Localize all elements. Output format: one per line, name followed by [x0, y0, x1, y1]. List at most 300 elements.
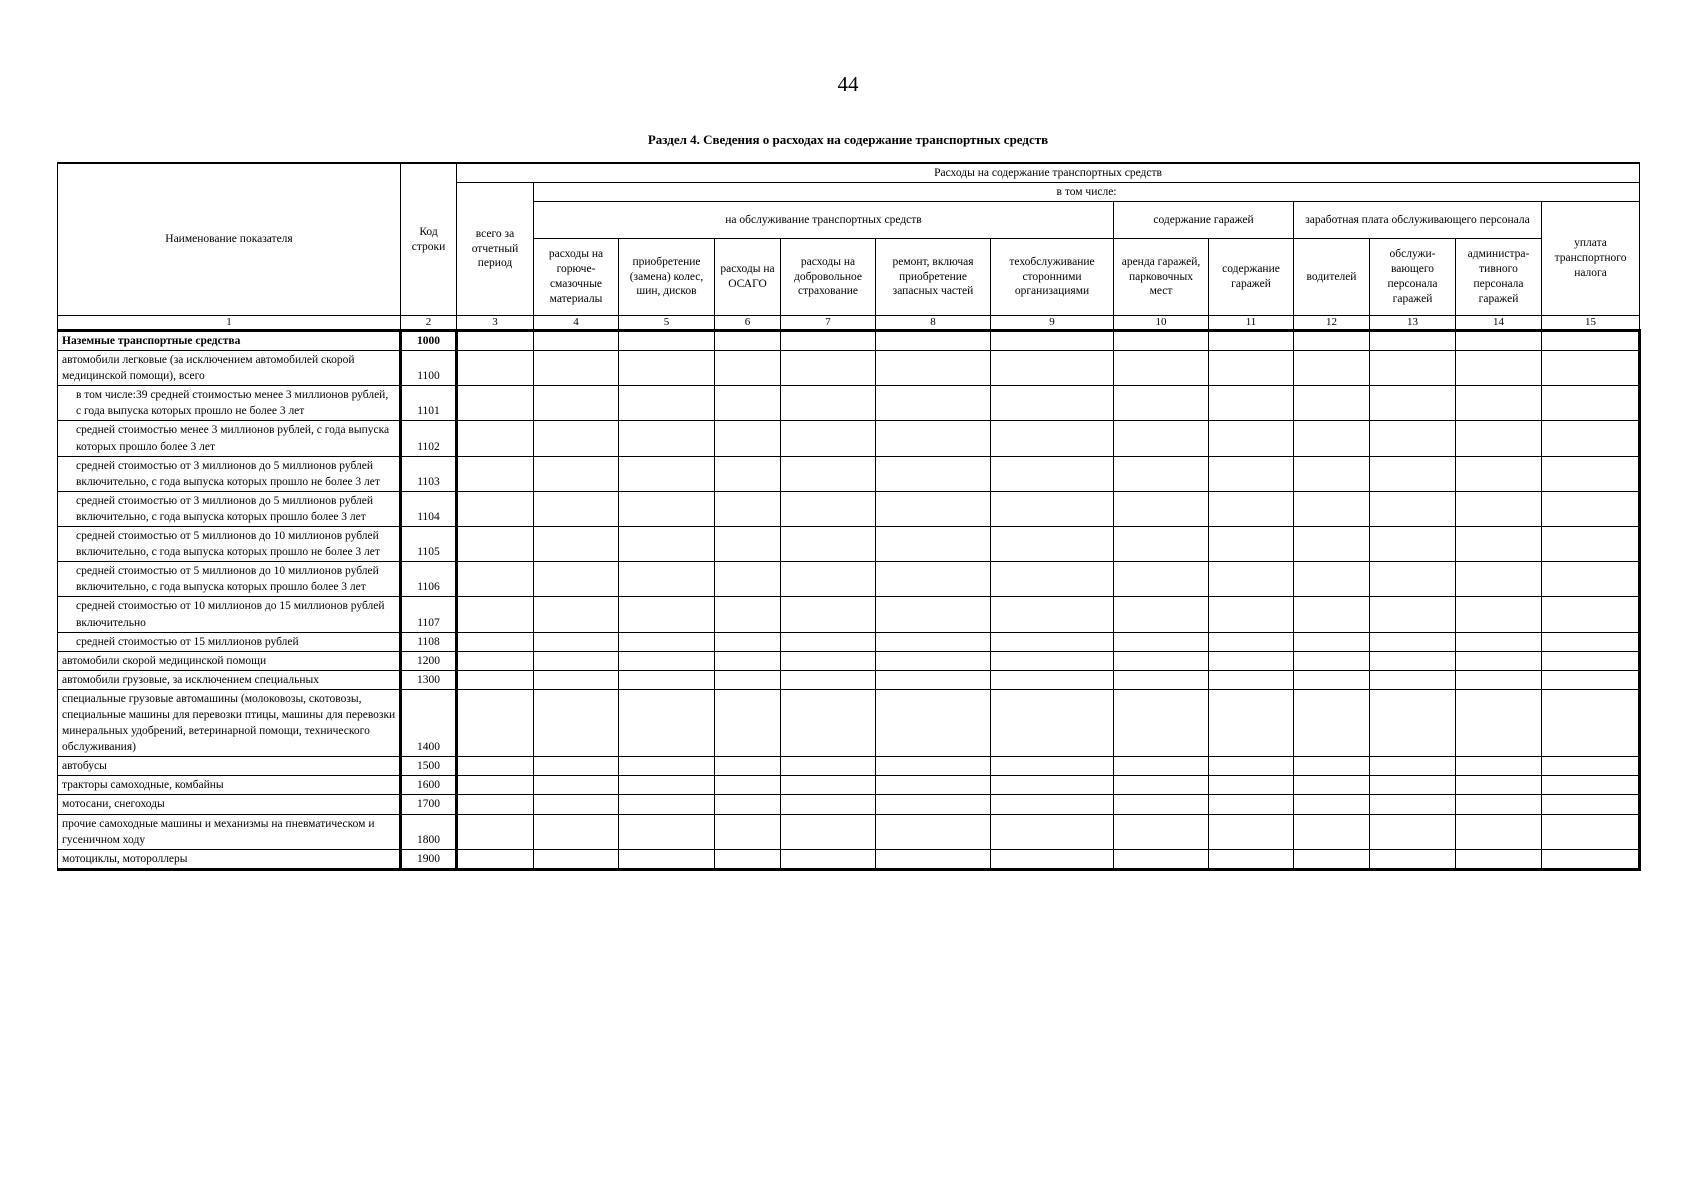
value-cell[interactable]: [534, 421, 619, 456]
value-cell[interactable]: [715, 456, 781, 491]
value-cell[interactable]: [715, 527, 781, 562]
value-cell[interactable]: [1542, 814, 1640, 849]
header-garage-group: содержание гаражей: [1114, 202, 1294, 239]
header-maintenance-group: на обслуживание транспортных средств: [534, 202, 1114, 239]
row-name: автомобили легковые (за исключением автомобилей скорой медицинской помощи), всего: [58, 351, 401, 386]
value-cell[interactable]: [1209, 421, 1294, 456]
value-cell[interactable]: [457, 491, 534, 526]
table-row: [58, 632, 1640, 651]
value-cell[interactable]: [781, 491, 876, 526]
value-cell[interactable]: [1456, 670, 1542, 689]
value-cell[interactable]: [1542, 597, 1640, 632]
value-cell[interactable]: [457, 849, 534, 869]
value-cell[interactable]: [1370, 757, 1456, 776]
row-code: 1103: [401, 456, 457, 491]
value-cell[interactable]: [457, 597, 534, 632]
value-cell[interactable]: [876, 331, 991, 351]
value-cell[interactable]: [1456, 351, 1542, 386]
value-cell[interactable]: [1370, 421, 1456, 456]
value-cell[interactable]: [1456, 632, 1542, 651]
header-garage-upkeep: содержание гаражей: [1209, 239, 1294, 316]
header-garage-admin: администра-тивного персонала гаражей: [1456, 239, 1542, 316]
value-cell[interactable]: [1370, 795, 1456, 814]
value-cell[interactable]: [457, 527, 534, 562]
value-cell[interactable]: [1370, 351, 1456, 386]
column-numbers-row: [58, 316, 1640, 331]
value-cell[interactable]: [1294, 597, 1370, 632]
value-cell[interactable]: [1209, 849, 1294, 869]
value-cell[interactable]: [1209, 689, 1294, 756]
value-cell[interactable]: [1456, 527, 1542, 562]
value-cell[interactable]: [1209, 757, 1294, 776]
value-cell[interactable]: [534, 491, 619, 526]
value-cell[interactable]: [781, 651, 876, 670]
value-cell[interactable]: [876, 670, 991, 689]
value-cell[interactable]: [991, 491, 1114, 526]
header-fuel: расходы на горюче-смазочные материалы: [534, 239, 619, 316]
header-total: всего за отчетный период: [457, 183, 534, 316]
value-cell[interactable]: [1294, 421, 1370, 456]
row-name: средней стоимостью менее 3 миллионов рублей, с года выпуска которых прошло более 3 лет: [58, 421, 401, 456]
column-number: 7: [781, 316, 876, 331]
table-row: [58, 456, 1640, 491]
row-name: прочие самоходные машины и механизмы на пневматическом и гусеничном ходу: [58, 814, 401, 849]
value-cell[interactable]: [1456, 597, 1542, 632]
value-cell[interactable]: [1294, 814, 1370, 849]
value-cell[interactable]: [1114, 491, 1209, 526]
row-name: специальные грузовые автомашины (молоковозы, скотовозы, специальные машины для перевозки птицы, машины для перевозки минеральных удобрений, ветеринарной помощи, технического обслуживания): [58, 689, 401, 756]
value-cell[interactable]: [1542, 331, 1640, 351]
value-cell[interactable]: [619, 689, 715, 756]
value-cell[interactable]: [534, 757, 619, 776]
value-cell[interactable]: [1114, 670, 1209, 689]
value-cell[interactable]: [619, 849, 715, 869]
value-cell[interactable]: [534, 456, 619, 491]
value-cell[interactable]: [781, 597, 876, 632]
value-cell[interactable]: [781, 562, 876, 597]
value-cell[interactable]: [1294, 849, 1370, 869]
value-cell[interactable]: [991, 651, 1114, 670]
row-name: в том числе:39 средней стоимостью менее 3 миллионов рублей, с года выпуска которых прошло не более 3 лет: [58, 386, 401, 421]
value-cell[interactable]: [991, 776, 1114, 795]
value-cell[interactable]: [715, 814, 781, 849]
value-cell[interactable]: [1114, 421, 1209, 456]
value-cell[interactable]: [457, 689, 534, 756]
row-code: 1102: [401, 421, 457, 456]
value-cell[interactable]: [1370, 562, 1456, 597]
column-number: 1: [58, 316, 401, 331]
value-cell[interactable]: [991, 849, 1114, 869]
value-cell[interactable]: [991, 757, 1114, 776]
header-osago: расходы на ОСАГО: [715, 239, 781, 316]
value-cell[interactable]: [457, 351, 534, 386]
value-cell[interactable]: [1456, 386, 1542, 421]
value-cell[interactable]: [457, 386, 534, 421]
value-cell[interactable]: [1294, 331, 1370, 351]
value-cell[interactable]: [1456, 651, 1542, 670]
value-cell[interactable]: [1209, 795, 1294, 814]
value-cell[interactable]: [1294, 351, 1370, 386]
value-cell[interactable]: [1456, 491, 1542, 526]
value-cell[interactable]: [1542, 795, 1640, 814]
header-garage-rent: аренда гаражей, парковочных мест: [1114, 239, 1209, 316]
column-number: 11: [1209, 316, 1294, 331]
value-cell[interactable]: [619, 491, 715, 526]
value-cell[interactable]: [619, 421, 715, 456]
value-cell[interactable]: [1370, 689, 1456, 756]
value-cell[interactable]: [715, 331, 781, 351]
row-code: 1108: [401, 632, 457, 651]
value-cell[interactable]: [781, 331, 876, 351]
row-code: 1300: [401, 670, 457, 689]
value-cell[interactable]: [876, 651, 991, 670]
value-cell[interactable]: [876, 491, 991, 526]
value-cell[interactable]: [991, 689, 1114, 756]
value-cell[interactable]: [1209, 632, 1294, 651]
value-cell[interactable]: [457, 757, 534, 776]
value-cell[interactable]: [1114, 386, 1209, 421]
column-number: 12: [1294, 316, 1370, 331]
value-cell[interactable]: [781, 776, 876, 795]
value-cell[interactable]: [1370, 386, 1456, 421]
value-cell[interactable]: [876, 689, 991, 756]
value-cell[interactable]: [1456, 421, 1542, 456]
row-name: Наземные транспортные средства: [58, 331, 401, 351]
header-salary-group: заработная плата обслуживающего персонала: [1294, 202, 1542, 239]
value-cell[interactable]: [781, 632, 876, 651]
value-cell[interactable]: [619, 757, 715, 776]
value-cell[interactable]: [457, 331, 534, 351]
value-cell[interactable]: [991, 527, 1114, 562]
value-cell[interactable]: [534, 776, 619, 795]
table-row: [58, 331, 1640, 351]
row-code: 1200: [401, 651, 457, 670]
value-cell[interactable]: [991, 331, 1114, 351]
value-cell[interactable]: [534, 562, 619, 597]
table-row: [58, 814, 1640, 849]
value-cell[interactable]: [876, 351, 991, 386]
value-cell[interactable]: [1114, 776, 1209, 795]
value-cell[interactable]: [1370, 776, 1456, 795]
value-cell[interactable]: [1542, 632, 1640, 651]
table-row: [58, 689, 1640, 756]
value-cell[interactable]: [1209, 456, 1294, 491]
value-cell[interactable]: [1209, 386, 1294, 421]
value-cell[interactable]: [715, 421, 781, 456]
value-cell[interactable]: [1209, 814, 1294, 849]
value-cell[interactable]: [1209, 491, 1294, 526]
value-cell[interactable]: [1370, 527, 1456, 562]
column-number: 3: [457, 316, 534, 331]
value-cell[interactable]: [1114, 456, 1209, 491]
value-cell[interactable]: [619, 795, 715, 814]
value-cell[interactable]: [991, 795, 1114, 814]
value-cell[interactable]: [1542, 527, 1640, 562]
value-cell[interactable]: [619, 651, 715, 670]
value-cell[interactable]: [715, 491, 781, 526]
value-cell[interactable]: [1209, 597, 1294, 632]
value-cell[interactable]: [1456, 776, 1542, 795]
value-cell[interactable]: [1370, 814, 1456, 849]
value-cell[interactable]: [1209, 331, 1294, 351]
value-cell[interactable]: [715, 351, 781, 386]
value-cell[interactable]: [1456, 331, 1542, 351]
column-number: 4: [534, 316, 619, 331]
value-cell[interactable]: [876, 562, 991, 597]
row-code: 1107: [401, 597, 457, 632]
value-cell[interactable]: [1209, 351, 1294, 386]
value-cell[interactable]: [1114, 527, 1209, 562]
value-cell[interactable]: [1370, 597, 1456, 632]
value-cell[interactable]: [991, 632, 1114, 651]
row-code: 1000: [401, 331, 457, 351]
value-cell[interactable]: [534, 527, 619, 562]
table-row: [58, 562, 1640, 597]
value-cell[interactable]: [991, 597, 1114, 632]
value-cell[interactable]: [991, 670, 1114, 689]
value-cell[interactable]: [457, 562, 534, 597]
value-cell[interactable]: [1370, 331, 1456, 351]
row-code: 1100: [401, 351, 457, 386]
row-name: средней стоимостью от 3 миллионов до 5 миллионов рублей включительно, с года выпуска которых прошло более 3 лет: [58, 491, 401, 526]
value-cell[interactable]: [1114, 814, 1209, 849]
value-cell[interactable]: [1542, 776, 1640, 795]
value-cell[interactable]: [457, 632, 534, 651]
value-cell[interactable]: [1370, 491, 1456, 526]
value-cell[interactable]: [781, 456, 876, 491]
value-cell[interactable]: [534, 795, 619, 814]
value-cell[interactable]: [1294, 757, 1370, 776]
value-cell[interactable]: [1294, 632, 1370, 651]
value-cell[interactable]: [876, 456, 991, 491]
value-cell[interactable]: [619, 776, 715, 795]
value-cell[interactable]: [1114, 597, 1209, 632]
value-cell[interactable]: [1114, 849, 1209, 869]
value-cell[interactable]: [876, 776, 991, 795]
value-cell[interactable]: [457, 670, 534, 689]
value-cell[interactable]: [715, 757, 781, 776]
value-cell[interactable]: [1542, 421, 1640, 456]
value-cell[interactable]: [1542, 689, 1640, 756]
row-name: тракторы самоходные, комбайны: [58, 776, 401, 795]
value-cell[interactable]: [1209, 562, 1294, 597]
value-cell[interactable]: [534, 331, 619, 351]
value-cell[interactable]: [876, 849, 991, 869]
row-name: автомобили грузовые, за исключением специальных: [58, 670, 401, 689]
row-code: 1800: [401, 814, 457, 849]
table-row: [58, 527, 1640, 562]
value-cell[interactable]: [1114, 562, 1209, 597]
value-cell[interactable]: [619, 386, 715, 421]
value-cell[interactable]: [715, 795, 781, 814]
value-cell[interactable]: [991, 386, 1114, 421]
value-cell[interactable]: [991, 814, 1114, 849]
value-cell[interactable]: [1542, 351, 1640, 386]
value-cell[interactable]: [1294, 795, 1370, 814]
value-cell[interactable]: [619, 351, 715, 386]
value-cell[interactable]: [457, 456, 534, 491]
value-cell[interactable]: [1456, 562, 1542, 597]
value-cell[interactable]: [876, 421, 991, 456]
header-transport-tax: уплата транспортного налога: [1542, 202, 1640, 316]
table-row: [58, 757, 1640, 776]
value-cell[interactable]: [457, 776, 534, 795]
header-wheels: приобретение (замена) колес, шин, дисков: [619, 239, 715, 316]
value-cell[interactable]: [876, 527, 991, 562]
value-cell[interactable]: [619, 597, 715, 632]
value-cell[interactable]: [715, 689, 781, 756]
value-cell[interactable]: [715, 776, 781, 795]
value-cell[interactable]: [534, 670, 619, 689]
header-row-code: Код строки: [401, 163, 457, 316]
row-code: 1104: [401, 491, 457, 526]
value-cell[interactable]: [619, 562, 715, 597]
value-cell[interactable]: [1294, 670, 1370, 689]
value-cell[interactable]: [1209, 670, 1294, 689]
value-cell[interactable]: [1209, 776, 1294, 795]
header-indicator-name: Наименование показателя: [58, 163, 401, 316]
value-cell[interactable]: [1294, 456, 1370, 491]
value-cell[interactable]: [457, 795, 534, 814]
value-cell[interactable]: [534, 651, 619, 670]
row-name: мотосани, снегоходы: [58, 795, 401, 814]
column-number: 5: [619, 316, 715, 331]
value-cell[interactable]: [1114, 757, 1209, 776]
table-row: [58, 849, 1640, 869]
value-cell[interactable]: [534, 849, 619, 869]
value-cell[interactable]: [1294, 689, 1370, 756]
value-cell[interactable]: [991, 562, 1114, 597]
row-name: средней стоимостью от 5 миллионов до 10 миллионов рублей включительно, с года выпуска которых прошло не более 3 лет: [58, 527, 401, 562]
value-cell[interactable]: [1456, 456, 1542, 491]
value-cell[interactable]: [1114, 689, 1209, 756]
value-cell[interactable]: [991, 351, 1114, 386]
value-cell[interactable]: [781, 386, 876, 421]
row-name: средней стоимостью от 5 миллионов до 10 миллионов рублей включительно, с года выпуска которых прошло более 3 лет: [58, 562, 401, 597]
value-cell[interactable]: [715, 670, 781, 689]
row-code: 1500: [401, 757, 457, 776]
value-cell[interactable]: [457, 651, 534, 670]
value-cell[interactable]: [876, 795, 991, 814]
table-row: [58, 776, 1640, 795]
value-cell[interactable]: [1542, 491, 1640, 526]
value-cell[interactable]: [534, 689, 619, 756]
value-cell[interactable]: [781, 814, 876, 849]
value-cell[interactable]: [781, 795, 876, 814]
section-title: Раздел 4. Сведения о расходах на содержание транспортных средств: [647, 132, 1049, 147]
value-cell[interactable]: [1542, 670, 1640, 689]
value-cell[interactable]: [619, 814, 715, 849]
value-cell[interactable]: [1294, 491, 1370, 526]
value-cell[interactable]: [781, 351, 876, 386]
value-cell[interactable]: [619, 632, 715, 651]
value-cell[interactable]: [876, 757, 991, 776]
value-cell[interactable]: [619, 456, 715, 491]
value-cell[interactable]: [1456, 757, 1542, 776]
value-cell[interactable]: [1114, 795, 1209, 814]
value-cell[interactable]: [715, 562, 781, 597]
value-cell[interactable]: [619, 670, 715, 689]
value-cell[interactable]: [534, 597, 619, 632]
value-cell[interactable]: [1370, 670, 1456, 689]
value-cell[interactable]: [1542, 651, 1640, 670]
value-cell[interactable]: [1456, 689, 1542, 756]
value-cell[interactable]: [1209, 527, 1294, 562]
value-cell[interactable]: [991, 421, 1114, 456]
value-cell[interactable]: [1456, 795, 1542, 814]
value-cell[interactable]: [876, 814, 991, 849]
value-cell[interactable]: [715, 597, 781, 632]
value-cell[interactable]: [619, 331, 715, 351]
header-repair: ремонт, включая приобретение запасных частей: [876, 239, 991, 316]
value-cell[interactable]: [1294, 651, 1370, 670]
value-cell[interactable]: [781, 689, 876, 756]
table-row: [58, 670, 1640, 689]
value-cell[interactable]: [534, 814, 619, 849]
value-cell[interactable]: [1114, 331, 1209, 351]
value-cell[interactable]: [1370, 632, 1456, 651]
value-cell[interactable]: [1114, 651, 1209, 670]
value-cell[interactable]: [1294, 562, 1370, 597]
table-row: [58, 351, 1640, 386]
value-cell[interactable]: [991, 456, 1114, 491]
value-cell[interactable]: [876, 386, 991, 421]
value-cell[interactable]: [1114, 632, 1209, 651]
row-name: мотоциклы, мотороллеры: [58, 849, 401, 869]
value-cell[interactable]: [1294, 386, 1370, 421]
value-cell[interactable]: [781, 670, 876, 689]
table-row: [58, 421, 1640, 456]
header-third-party-service: техобслуживание сторонними организациями: [991, 239, 1114, 316]
value-cell[interactable]: [876, 597, 991, 632]
value-cell[interactable]: [619, 527, 715, 562]
value-cell[interactable]: [1542, 456, 1640, 491]
value-cell[interactable]: [715, 849, 781, 869]
value-cell[interactable]: [781, 421, 876, 456]
value-cell[interactable]: [715, 632, 781, 651]
value-cell[interactable]: [1456, 849, 1542, 869]
value-cell[interactable]: [1294, 776, 1370, 795]
value-cell[interactable]: [534, 351, 619, 386]
table-row: [58, 597, 1640, 632]
column-number: 15: [1542, 316, 1640, 331]
value-cell[interactable]: [781, 527, 876, 562]
header-drivers: водителей: [1294, 239, 1370, 316]
value-cell[interactable]: [1456, 814, 1542, 849]
value-cell[interactable]: [876, 632, 991, 651]
value-cell[interactable]: [781, 849, 876, 869]
value-cell[interactable]: [457, 421, 534, 456]
value-cell[interactable]: [534, 632, 619, 651]
value-cell[interactable]: [1370, 651, 1456, 670]
value-cell[interactable]: [715, 386, 781, 421]
row-name: средней стоимостью от 3 миллионов до 5 миллионов рублей включительно, с года выпуска которых прошло не более 3 лет: [58, 456, 401, 491]
value-cell[interactable]: [457, 814, 534, 849]
value-cell[interactable]: [781, 757, 876, 776]
value-cell[interactable]: [1542, 849, 1640, 869]
value-cell[interactable]: [1294, 527, 1370, 562]
value-cell[interactable]: [715, 651, 781, 670]
value-cell[interactable]: [534, 386, 619, 421]
value-cell[interactable]: [1209, 651, 1294, 670]
value-cell[interactable]: [1542, 562, 1640, 597]
value-cell[interactable]: [1114, 351, 1209, 386]
row-code: 1700: [401, 795, 457, 814]
value-cell[interactable]: [1370, 849, 1456, 869]
value-cell[interactable]: [1370, 456, 1456, 491]
value-cell[interactable]: [1542, 386, 1640, 421]
value-cell[interactable]: [1542, 757, 1640, 776]
